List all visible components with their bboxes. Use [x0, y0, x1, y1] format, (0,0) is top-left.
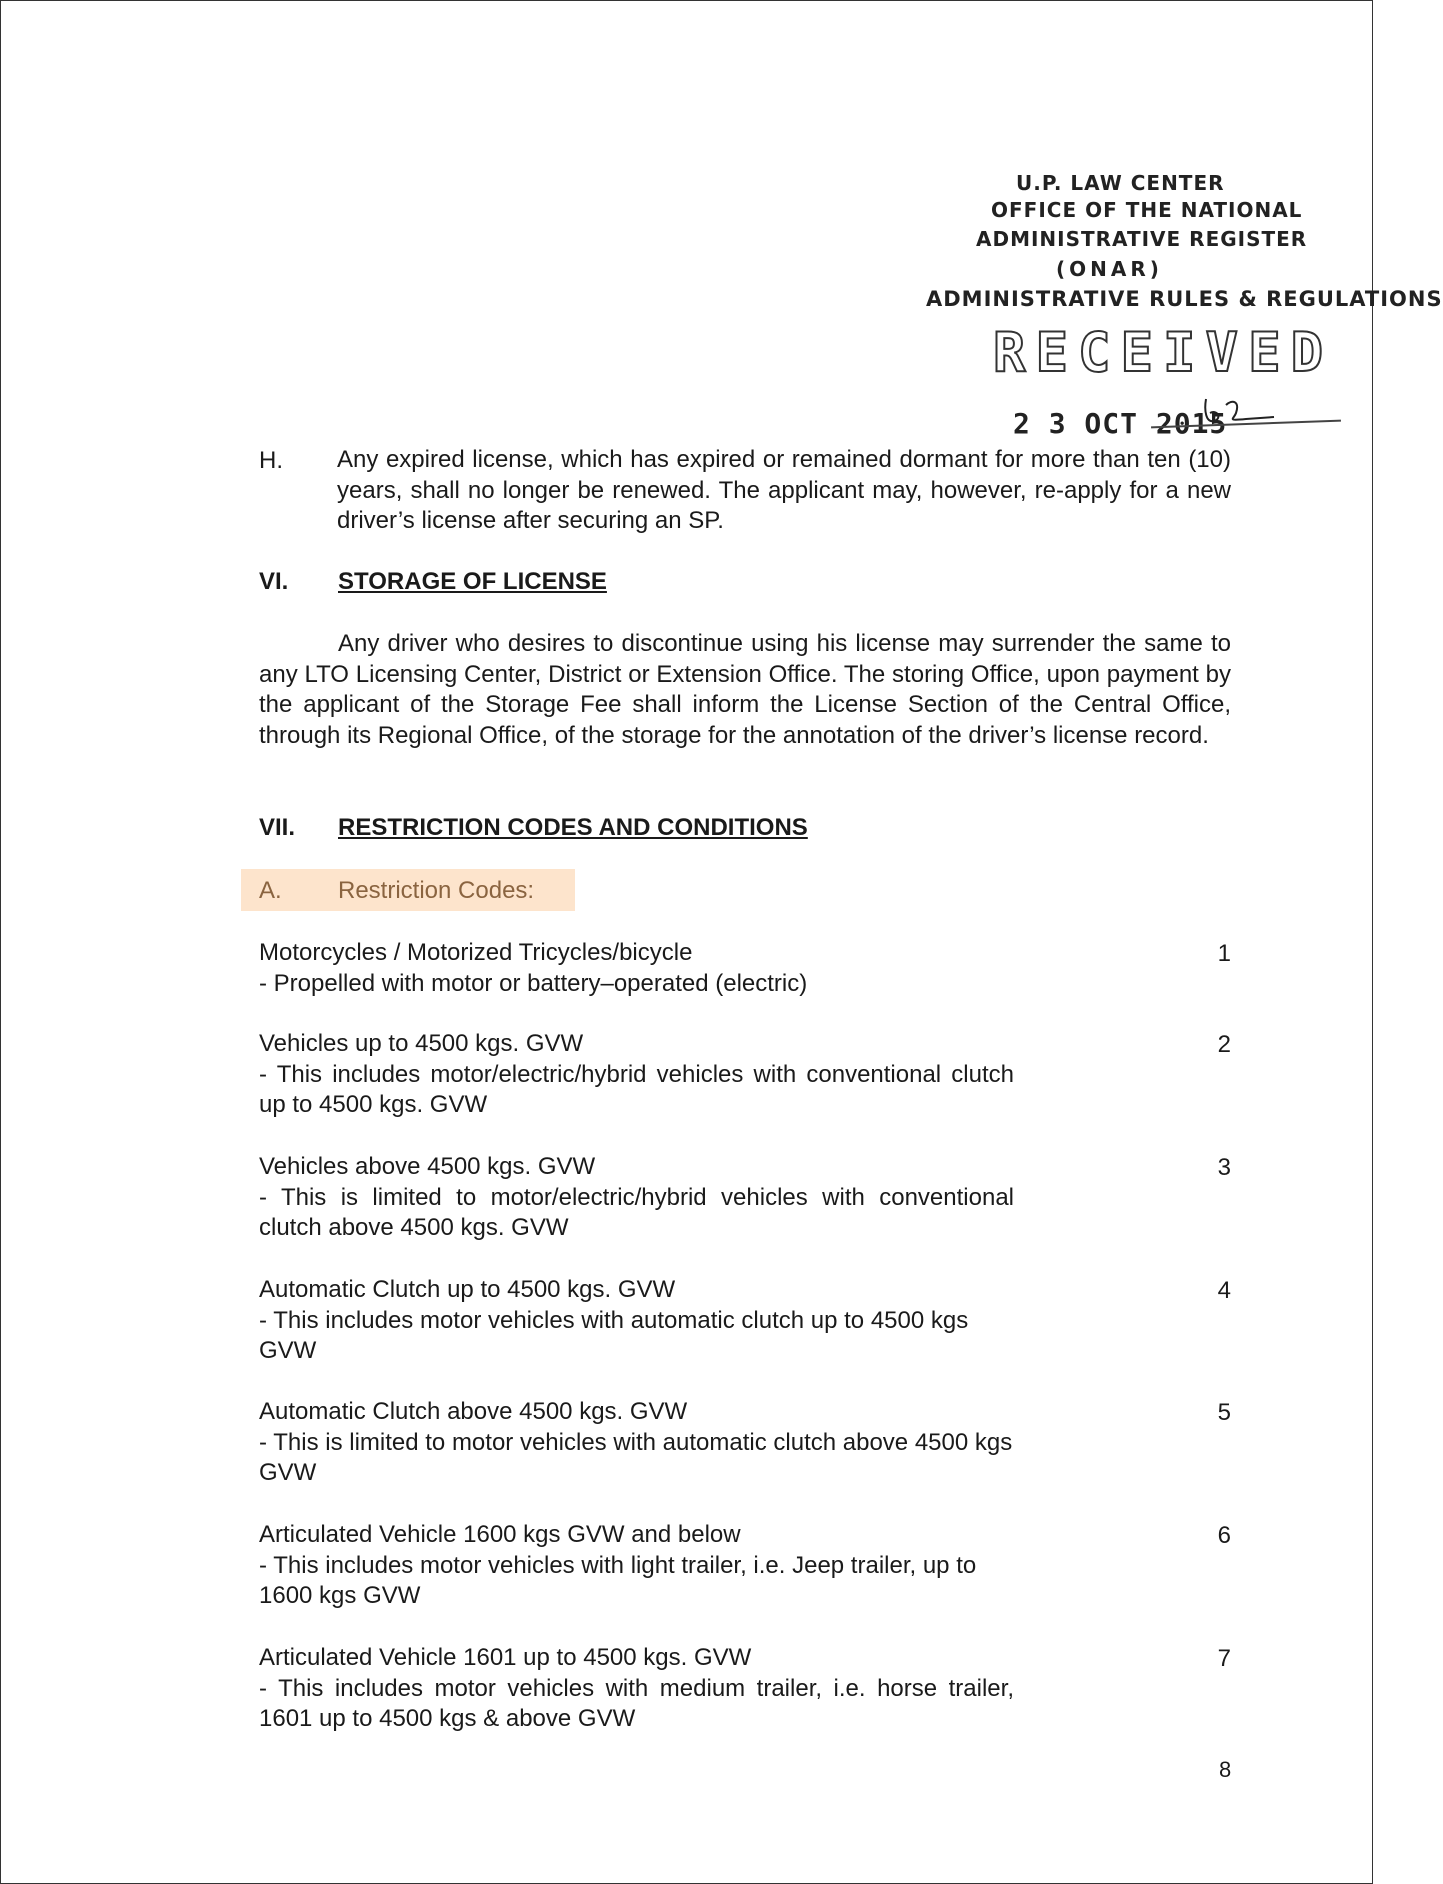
code-title: Articulated Vehicle 1600 kgs GVW and below [259, 1521, 741, 1548]
stamp-received: RECEIVED [993, 321, 1334, 384]
code-entry [259, 1029, 1014, 1121]
item-letter: H. [259, 447, 283, 474]
code-description: - This includes motor vehicles with light trailer, i.e. Jeep trailer, up to 1600 kgs GVW [259, 1551, 977, 1609]
code-description: - Propelled with motor or battery–operated (electric) [259, 969, 808, 997]
stamp-line: (ONAR) [1056, 257, 1163, 281]
code-entry [259, 1152, 1014, 1244]
stamp-date: 2 3 OCT 2015 [1013, 407, 1228, 440]
stamp-line: OFFICE OF THE NATIONAL [991, 198, 1303, 222]
code-description: - This is limited to motor vehicles with automatic clutch above 4500 kgs GVW [259, 1428, 1013, 1486]
code-entry [259, 1520, 1014, 1612]
code-title: Vehicles up to 4500 kgs. GVW [259, 1030, 584, 1057]
code-entry [259, 1643, 1014, 1735]
code-number: 5 [1217, 1399, 1231, 1426]
code-entry [259, 1397, 1014, 1489]
stamp-line: ADMINISTRATIVE REGISTER [976, 227, 1308, 251]
section-title: RESTRICTION CODES AND CONDITIONS [338, 814, 808, 841]
item-h-text: Any expired license, which has expired or remained dormant for more than ten (10) years, shall no longer be renewed. The applicant may, however, re-apply for a new driver’s license after securing an SP. [337, 446, 1231, 534]
code-title: Vehicles above 4500 kgs. GVW [259, 1153, 596, 1180]
code-description: - This includes motor/electric/hybrid vehicles with conventional clutch up to 4500 kgs. GVW [259, 1060, 1014, 1118]
code-title: Automatic Clutch above 4500 kgs. GVW [259, 1398, 688, 1425]
stamp-line: U.P. LAW CENTER [1016, 171, 1225, 195]
code-description: - This includes motor vehicles with automatic clutch up to 4500 kgs GVW [259, 1306, 969, 1364]
code-entry [259, 938, 1014, 999]
section-vi-paragraph: Any driver who desires to discontinue using his license may surrender the same to any LTO Licensing Center, District or Extension Office. The storing Office, upon payment by the applicant of the Storage Fee shall inform the License Section of the Central Office, through its Regional Office, of the storage for the annotation of the driver’s license record. [259, 630, 1231, 749]
code-title: Motorcycles / Motorized Tricycles/bicycle [259, 939, 693, 966]
code-title: Articulated Vehicle 1601 up to 4500 kgs. GVW [259, 1644, 752, 1671]
section-title: STORAGE OF LICENSE [338, 568, 607, 595]
received-stamp [921, 171, 1443, 441]
page-number: 8 [1219, 1757, 1232, 1782]
code-description: - This is limited to motor/electric/hybrid vehicles with conventional clutch above 4500 kgs. GVW [259, 1183, 1014, 1241]
code-number: 7 [1217, 1645, 1231, 1672]
code-number: 6 [1217, 1522, 1231, 1549]
code-number: 1 [1217, 940, 1231, 967]
stamp-line: ADMINISTRATIVE RULES & REGULATIONS [926, 287, 1443, 311]
code-title: Automatic Clutch up to 4500 kgs. GVW [259, 1276, 676, 1303]
code-number: 3 [1217, 1154, 1231, 1181]
section-number: VII. [259, 814, 296, 841]
code-number: 4 [1217, 1277, 1231, 1304]
subsection-title: Restriction Codes: [338, 877, 535, 904]
code-entry [259, 1275, 1014, 1367]
code-number: 2 [1217, 1031, 1231, 1058]
subsection-letter: A. [259, 877, 282, 904]
section-number: VI. [259, 568, 289, 595]
code-description: - This includes motor vehicles with medium trailer, i.e. horse trailer, 1601 up to 4500 kgs & above GVW [259, 1674, 1014, 1732]
